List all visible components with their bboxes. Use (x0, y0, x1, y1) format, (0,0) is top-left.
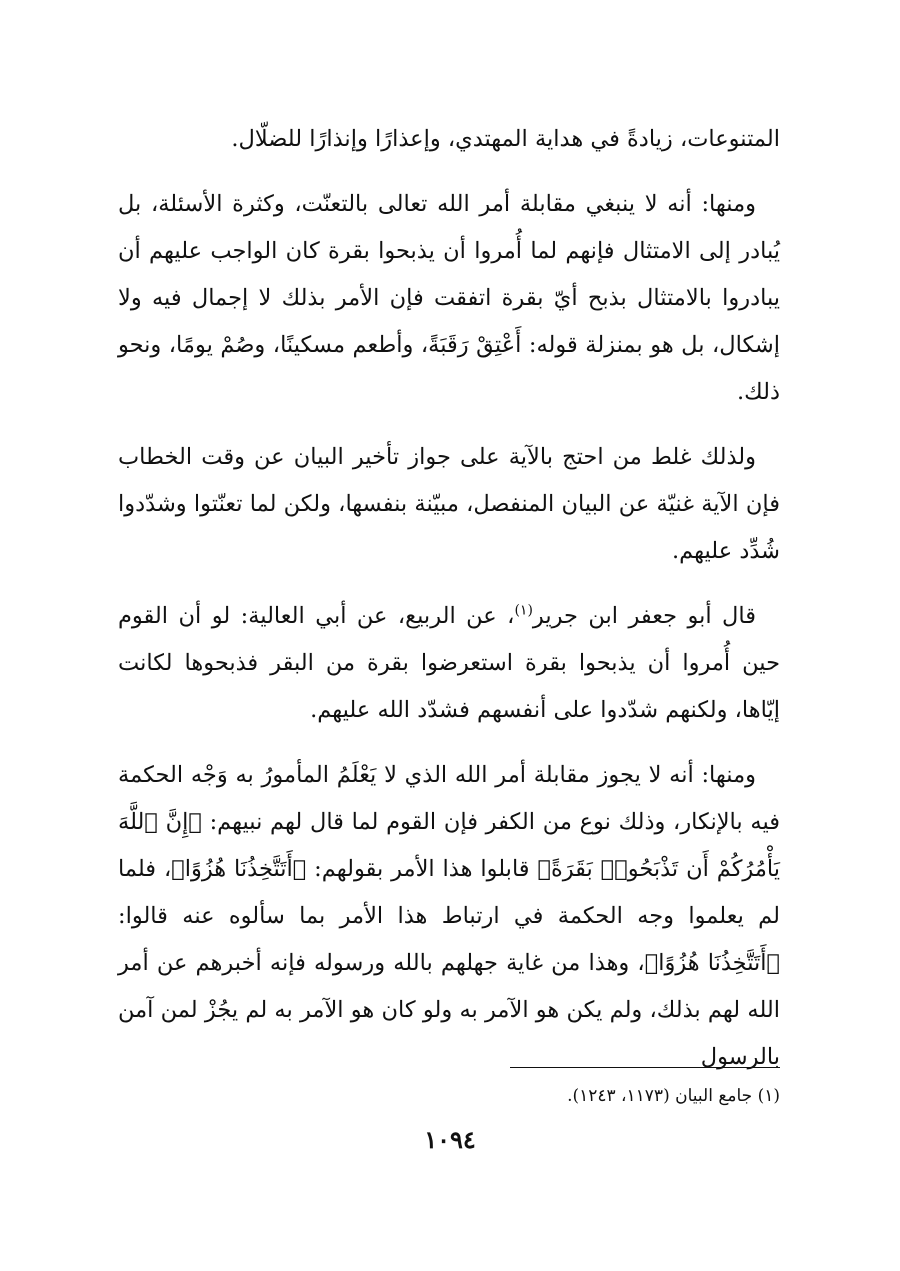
body-text (118, 116, 780, 1099)
footnote: (١) جامع البيان (١١٧٣، ١٢٤٣). (567, 1086, 780, 1106)
paragraph-objection: ومنها: أنه لا يجوز مقابلة أمر الله الذي لا يَعْلَمُ المأمورُ به وَجْه الحكمة فيه بالإنكار، وذلك نوع من الكفر فإن القوم لما قال لهم نبيهم: ﴿إِنَّ ٱللَّهَ يَأْمُرُكُمْ أَن تَذْبَحُوا۟ بَقَرَةً﴾ قابلوا هذا الأمر بقولهم: ﴿أَتَتَّخِذُنَا هُزُوًا﴾، فلما لم يعلموا وجه الحكمة في ارتباط هذا الأمر بما سألوه عنه قالوا: ﴿أَتَتَّخِذُنَا هُزُوًا﴾، وهذا من غاية جهلهم بالله ورسوله فإنه أخبرهم عن أمر الله لهم بذلك، ولم يكن هو الآمر به ولو كان هو الآمر به لم يجُزْ لمن آمن بالرسول (118, 762, 781, 1070)
footnote-marker: (١) (514, 602, 533, 619)
quote-intro: قال أبو جعفر ابن جرير (532, 603, 756, 629)
page-number: ١٠٩٤ (424, 1125, 476, 1154)
paragraph-continuation: المتنوعات، زيادةً في هداية المهتدي، وإعذارًا وإنذارًا للضلّال. (231, 126, 780, 152)
quote-body: ، عن الربيع، عن أبي العالية: لو أن القوم حين أُمروا أن يذبحوا بقرة استعرضوا بقرة من البقر فذبحوها لكانت إيّاها، ولكنهم شدّدوا على أنفسهم فشدّد الله عليهم. (118, 603, 780, 723)
footnote-divider (510, 1067, 780, 1068)
paragraph-delay-of-clarification: ولذلك غلط من احتج بالآية على جواز تأخير البيان عن وقت الخطاب فإن الآية غنيّة عن البيان المنفصل، مبيّنة بنفسها، ولكن لما تعنّتوا وشدّدوا شُدِّد عليهم. (118, 444, 780, 564)
paragraph-ibn-jarir-quote (118, 593, 780, 734)
paragraph-obstinacy: ومنها: أنه لا ينبغي مقابلة أمر الله تعالى بالتعنّت، وكثرة الأسئلة، بل يُبادر إلى الامتثال فإنهم لما أُمروا أن يذبحوا بقرة كان الواجب عليهم أن يبادروا بالامتثال بذبح أيّ بقرة اتفقت فإن الأمر بذلك لا إجمال فيه ولا إشكال، بل هو بمنزلة قوله: أَعْتِقْ رَقَبَةً، وأطعم مسكينًا، وصُمْ يومًا، ونحو ذلك. (118, 191, 780, 405)
